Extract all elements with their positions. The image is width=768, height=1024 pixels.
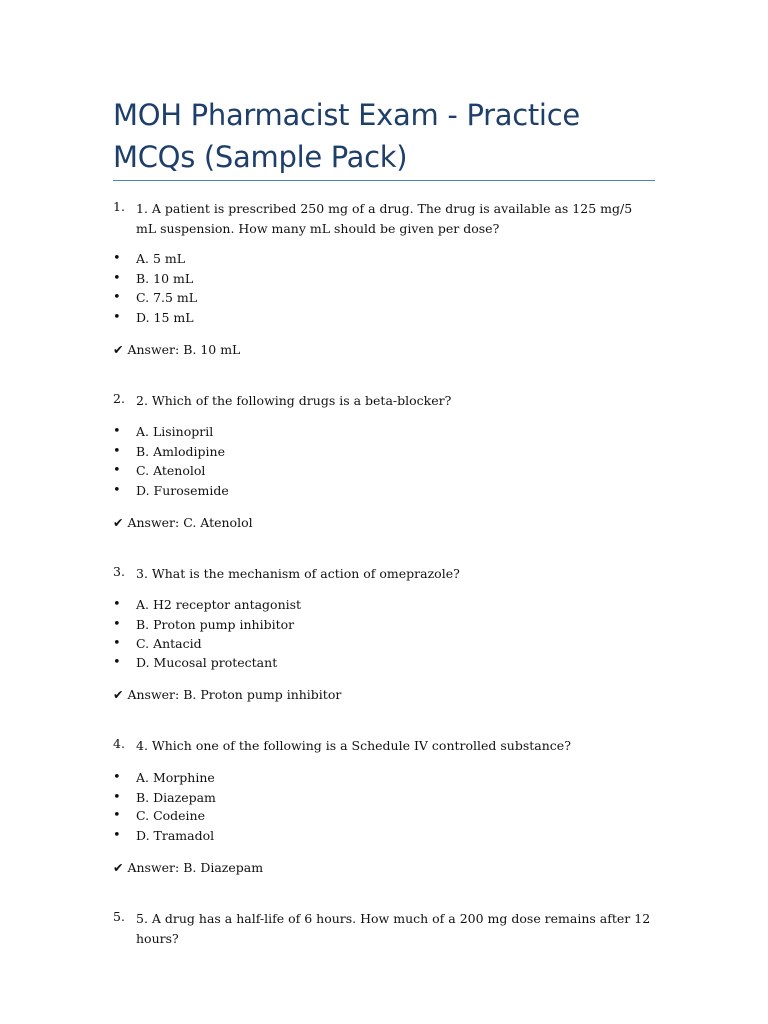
option-item xyxy=(113,249,655,269)
option-text: D. 15 mL xyxy=(136,310,194,325)
question-number: 5. xyxy=(113,909,125,924)
bullet-icon: • xyxy=(113,444,121,459)
page-title: MOH Pharmacist Exam - Practice MCQs (Sample Pack) xyxy=(113,98,580,174)
bullet-icon: • xyxy=(113,617,121,632)
option-text: B. 10 mL xyxy=(136,271,194,286)
option-text: C. Codeine xyxy=(136,808,206,823)
bullet-icon: • xyxy=(113,655,121,670)
bullet-icon: • xyxy=(113,597,121,612)
bullet-icon: • xyxy=(113,463,121,478)
option-item xyxy=(113,826,655,846)
bullet-icon: • xyxy=(113,636,121,651)
option-text: D. Furosemide xyxy=(136,483,229,498)
option-item xyxy=(113,442,655,462)
option-text: A. 5 mL xyxy=(136,251,186,266)
option-item xyxy=(113,595,655,615)
option-item xyxy=(113,788,655,808)
question-text: 2. Which of the following drugs is a beta-blocker? xyxy=(136,393,452,408)
bullet-icon: • xyxy=(113,483,121,498)
option-text: A. Lisinopril xyxy=(136,424,214,439)
title-divider xyxy=(113,180,655,181)
answer-line: ✔ Answer: B. 10 mL xyxy=(113,342,241,357)
bullet-icon: • xyxy=(113,808,121,823)
bullet-icon: • xyxy=(113,271,121,286)
question-number: 2. xyxy=(113,391,125,406)
option-text: B. Diazepam xyxy=(136,790,216,805)
option-text: A. Morphine xyxy=(136,770,215,785)
bullet-icon: • xyxy=(113,828,121,843)
bullet-icon: • xyxy=(113,790,121,805)
option-item xyxy=(113,422,655,442)
bullet-icon: • xyxy=(113,424,121,439)
option-text: A. H2 receptor antagonist xyxy=(136,597,302,612)
option-text: D. Mucosal protectant xyxy=(136,655,278,670)
question-number: 4. xyxy=(113,736,125,751)
answer-line: ✔ Answer: B. Proton pump inhibitor xyxy=(113,687,342,702)
option-item xyxy=(113,481,655,501)
question-text: 3. What is the mechanism of action of omeprazole? xyxy=(136,566,460,581)
option-item xyxy=(113,269,655,289)
bullet-icon: • xyxy=(113,251,121,266)
option-item xyxy=(113,806,655,826)
option-text: B. Amlodipine xyxy=(136,444,225,459)
bullet-icon: • xyxy=(113,310,121,325)
question-number: 3. xyxy=(113,564,125,579)
option-item xyxy=(113,768,655,788)
option-item xyxy=(113,288,655,308)
option-item xyxy=(113,634,655,654)
bullet-icon: • xyxy=(113,290,121,305)
option-text: C. Atenolol xyxy=(136,463,206,478)
question-text: 4. Which one of the following is a Schedule IV controlled substance? xyxy=(136,738,571,753)
answer-line: ✔ Answer: B. Diazepam xyxy=(113,860,264,875)
option-text: D. Tramadol xyxy=(136,828,215,843)
option-item xyxy=(113,615,655,635)
option-text: C. 7.5 mL xyxy=(136,290,198,305)
question-text: 5. A drug has a half-life of 6 hours. How much of a 200 mg dose remains after 12 hours? xyxy=(136,911,651,946)
answer-line: ✔ Answer: C. Atenolol xyxy=(113,515,253,530)
question-text: 1. A patient is prescribed 250 mg of a drug. The drug is available as 125 mg/5 mL suspension. How many mL should be given per dose? xyxy=(136,201,633,236)
option-item xyxy=(113,461,655,481)
option-text: C. Antacid xyxy=(136,636,202,651)
bullet-icon: • xyxy=(113,770,121,785)
question-number: 1. xyxy=(113,199,125,214)
option-text: B. Proton pump inhibitor xyxy=(136,617,295,632)
option-item xyxy=(113,653,655,673)
option-item xyxy=(113,308,655,328)
